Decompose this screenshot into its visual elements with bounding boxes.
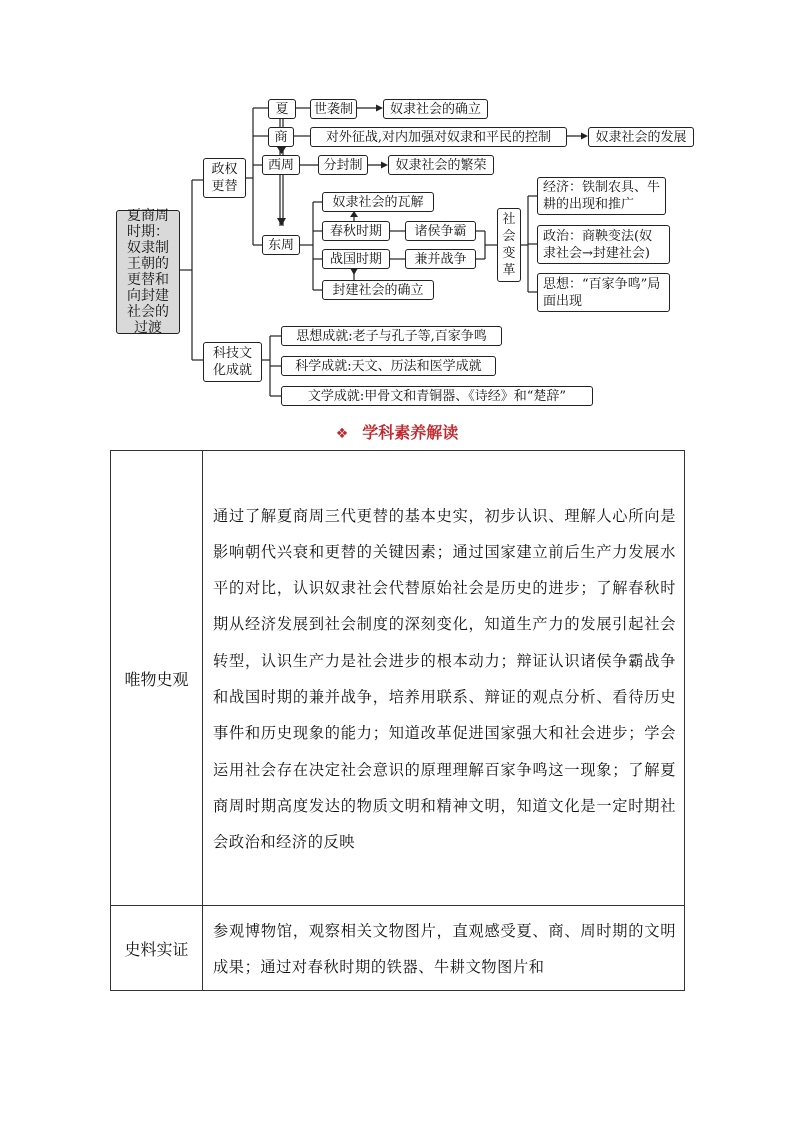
node-shang: 商 bbox=[268, 127, 294, 147]
node-culture-thought: 思想成就:老子与孔子等,百家争鸣 bbox=[281, 326, 502, 346]
row-label: 史料实证 bbox=[111, 906, 203, 991]
diamond-bullet-icon: ❖ bbox=[335, 426, 349, 442]
node-xia: 夏 bbox=[268, 99, 296, 119]
node-change-thought: 思想：“百家争鸣”局面出现 bbox=[537, 273, 670, 312]
node-xizhou: 西周 bbox=[262, 155, 300, 175]
row-content: 通过了解夏商周三代更替的基本史实，初步认识、理解人心所向是影响朝代兴衰和更替的关键因素；通过国家建立前后生产力发展水平的对比，认识奴隶社会代替原始社会是历史的进步；了解春秋时期从经济发展到社会制度的深刻变化，知道生产力的发展引起社会转型，认识生产力是社会进步的根本动力；辩证认识诸侯争霸战争和战国时期的兼并战争，培养用联系、辩证的观点分析、看待历史事件和历史现象的能力；知道改革促进国家强大和社会进步；学会运用社会存在决定社会意识的原理理解百家争鸣这一现象；了解夏商周时期高度发达的物质文明和精神文明，知道文化是一定时期社会政治和经济的反映 bbox=[203, 451, 685, 906]
section-title: 学科素养解读 bbox=[362, 423, 459, 442]
node-shang-result: 奴隶社会的发展 bbox=[588, 127, 694, 147]
node-culture-literature: 文学成就:甲骨文和青铜器、《诗经》和“楚辞” bbox=[281, 386, 593, 406]
node-social-change: 社会变革 bbox=[497, 208, 521, 282]
node-shang-policy: 对外征战,对内加强对奴隶和平民的控制 bbox=[310, 127, 567, 147]
table-row bbox=[111, 906, 685, 991]
node-chunqiu: 春秋时期 bbox=[322, 221, 390, 241]
mind-map-root: 夏商周时期：奴隶制王朝的更替和向封建社会的过渡 bbox=[116, 210, 180, 334]
node-xia-system: 世袭制 bbox=[310, 99, 357, 119]
node-zhanguo: 战国时期 bbox=[322, 249, 390, 269]
node-change-politics: 政治：商鞅变法(奴隶社会→封建社会) bbox=[537, 225, 670, 264]
node-xia-result: 奴隶社会的确立 bbox=[383, 99, 488, 119]
node-change-economy: 经济：铁制农具、牛耕的出现和推广 bbox=[537, 177, 666, 215]
node-dongzhou: 东周 bbox=[262, 235, 300, 255]
row-label: 唯物史观 bbox=[111, 451, 203, 906]
branch-culture: 科技文化成就 bbox=[203, 342, 262, 382]
node-xizhou-system: 分封制 bbox=[318, 155, 368, 175]
section-heading bbox=[0, 420, 794, 443]
literacy-table bbox=[110, 450, 685, 991]
node-chunqiu-event: 诸侯争霸 bbox=[405, 221, 476, 241]
node-slavery-collapse: 奴隶社会的瓦解 bbox=[322, 192, 434, 212]
node-xizhou-result: 奴隶社会的繁荣 bbox=[388, 155, 494, 175]
row-content: 参观博物馆，观察相关文物图片，直观感受夏、商、周时期的文明成果；通过对春秋时期的铁器、牛耕文物图片和 bbox=[203, 906, 685, 991]
node-zhanguo-event: 兼并战争 bbox=[405, 249, 476, 269]
table-row bbox=[111, 451, 685, 906]
node-culture-science: 科学成就:天文、历法和医学成就 bbox=[281, 356, 496, 376]
node-feudal-established: 封建社会的确立 bbox=[322, 280, 434, 300]
branch-politics: 政权更替 bbox=[203, 158, 246, 198]
